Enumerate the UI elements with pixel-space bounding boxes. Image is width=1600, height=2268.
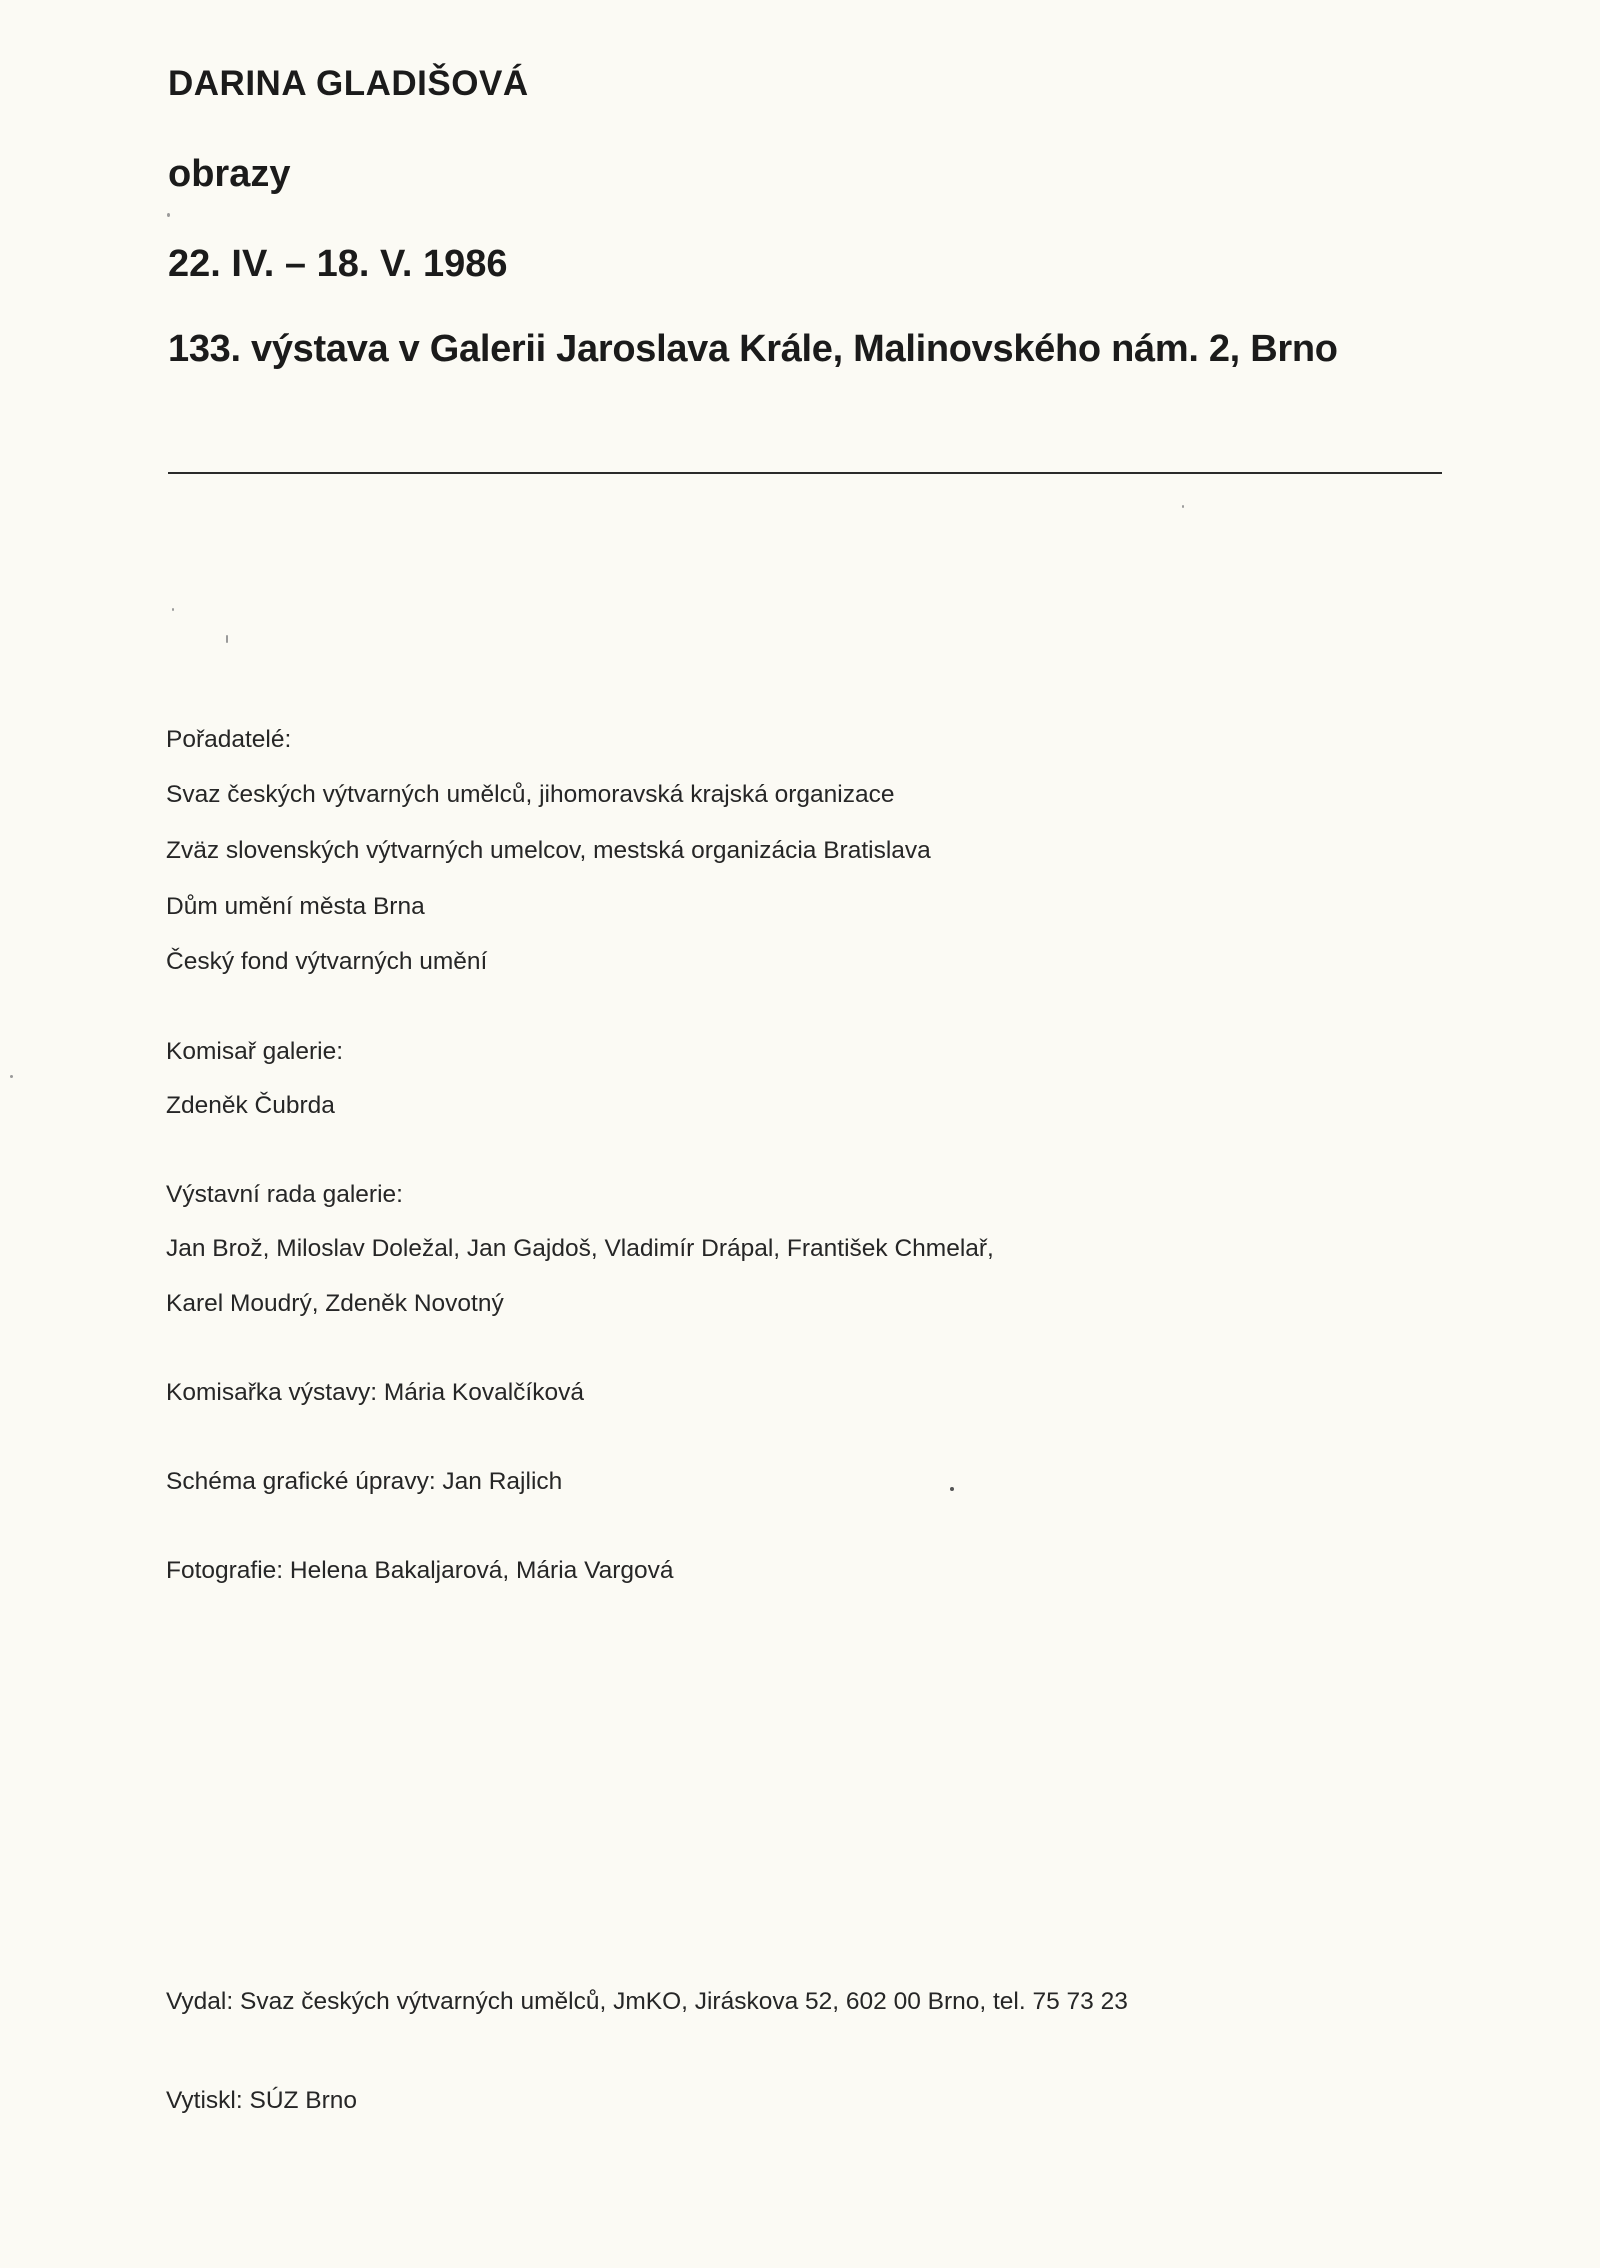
gallery-commissioner-name: Zdeněk Čubrda: [166, 1092, 335, 1119]
paper-speck: [172, 608, 174, 611]
organizer-item: Dům umění města Brna: [166, 893, 425, 920]
exhibition-subtitle: obrazy: [168, 153, 291, 195]
organizer-item: Český fond výtvarných umění: [166, 948, 488, 975]
publisher-imprint: Vydal: Svaz českých výtvarných umělců, JmKO, Jiráskova 52, 602 00 Brno, tel. 75 73 23: [166, 1988, 1128, 2015]
gallery-board-label: Výstavní rada galerie:: [166, 1181, 403, 1208]
paper-speck: [226, 635, 228, 643]
paper-speck: [167, 213, 170, 217]
paper-speck: [1182, 505, 1184, 508]
exhibition-commissioner: Komisařka výstavy: Mária Kovalčíková: [166, 1379, 584, 1406]
exhibition-dates: 22. IV. – 18. V. 1986: [168, 243, 508, 285]
graphic-design-credit: Schéma grafické úpravy: Jan Rajlich: [166, 1468, 563, 1495]
gallery-board-members: Karel Moudrý, Zdeněk Novotný: [166, 1290, 504, 1317]
paper-speck: [10, 1075, 13, 1078]
gallery-commissioner-label: Komisař galerie:: [166, 1038, 344, 1065]
artist-name: DARINA GLADIŠOVÁ: [168, 64, 529, 103]
exhibition-venue: 133. výstava v Galerii Jaroslava Krále, Malinovského nám. 2, Brno: [168, 328, 1338, 370]
organizer-item: Zväz slovenských výtvarných umelcov, mestská organizácia Bratislava: [166, 837, 931, 864]
horizontal-divider: [168, 472, 1442, 474]
photography-credit: Fotografie: Helena Bakaljarová, Mária Vargová: [166, 1557, 674, 1584]
organizers-label: Pořadatelé:: [166, 726, 292, 753]
paper-speck: [950, 1487, 954, 1491]
printer-imprint: Vytiskl: SÚZ Brno: [166, 2087, 358, 2114]
gallery-board-members: Jan Brož, Miloslav Doležal, Jan Gajdoš, Vladimír Drápal, František Chmelař,: [166, 1235, 994, 1262]
organizer-item: Svaz českých výtvarných umělců, jihomoravská krajská organizace: [166, 781, 895, 808]
